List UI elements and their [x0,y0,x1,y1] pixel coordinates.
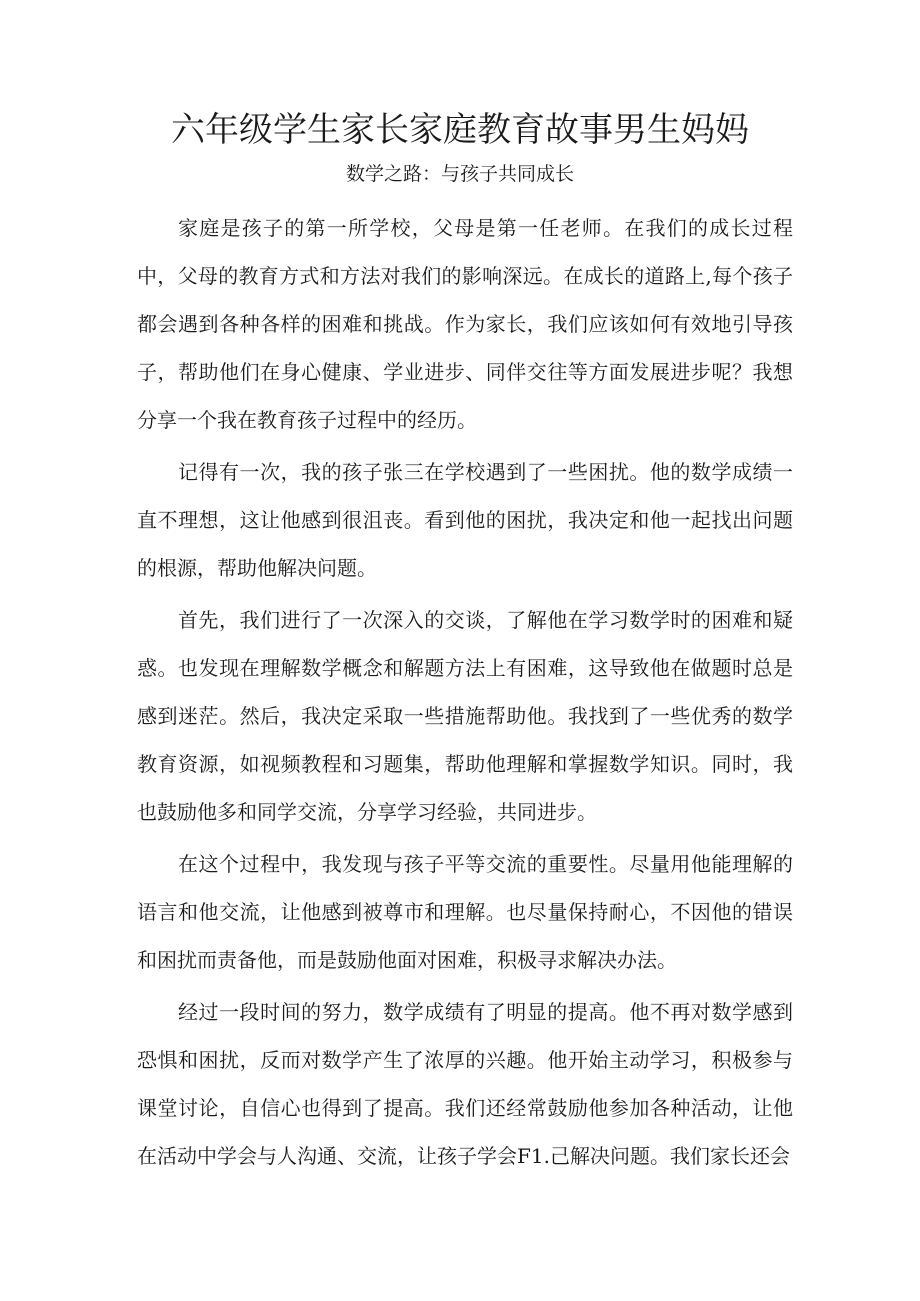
paragraph-4: 在这个过程中，我发现与孩子平等交流的重要性。尽量用他能理解的语言和他交流，让他感到被尊市和理解。也尽量保持耐心，不因他的错误和困扰而责备他，而是鼓励他面对困难，积极寻求解决办法。 [137,852,793,972]
paragraph-1: 家庭是孩子的第一所学校，父母是第一任老师。在我们的成长过程中，父母的教育方式和方法对我们的影响深远。在成长的道路上,每个孩子都会遇到各种各样的困难和挑战。作为家长，我们应该如何有效地引导孩子，帮助他们在身心健康、学业进步、同伴交往等方面发展进步呢？我想分享一个我在教育孩子过程中的经历。 [137,216,793,432]
document-subtitle: 数学之路：与孩子共同成长 [345,163,574,185]
paragraph-5: 经过一段时间的努力，数学成绩有了明显的提高。他不再对数学感到恐惧和困扰，反而对数学产生了浓厚的兴趣。他开始主动学习，积极参与课堂讨论，自信心也得到了提高。我们还经常鼓励他参加各种活动，让他在活动中学会与人沟通、交流，让孩子学会F1.己解决问题。我们家长还会 [137,1000,793,1168]
paragraph-3: 首先，我们进行了一次深入的交谈，了解他在学习数学时的困难和疑惑。也发现在理解数学概念和解题方法上有困难，这导致他在做题时总是感到迷茫。然后，我决定采取一些措施帮助他。我找到了一些优秀的数学教育资源，如视频教程和习题集，帮助他理解和掌握数学知识。同时，我也鼓励他多和同学交流，分享学习经验，共同进步。 [137,608,793,824]
document-title: 六年级学生家长家庭教育故事男生妈妈 [171,110,749,150]
paragraph-2: 记得有一次，我的孩子张三在学校遇到了一些困扰。他的数学成绩一直不理想，这让他感到很沮丧。看到他的困扰，我决定和他一起找出问题的根源，帮助他解决问题。 [137,460,793,580]
document-body [137,204,793,1184]
